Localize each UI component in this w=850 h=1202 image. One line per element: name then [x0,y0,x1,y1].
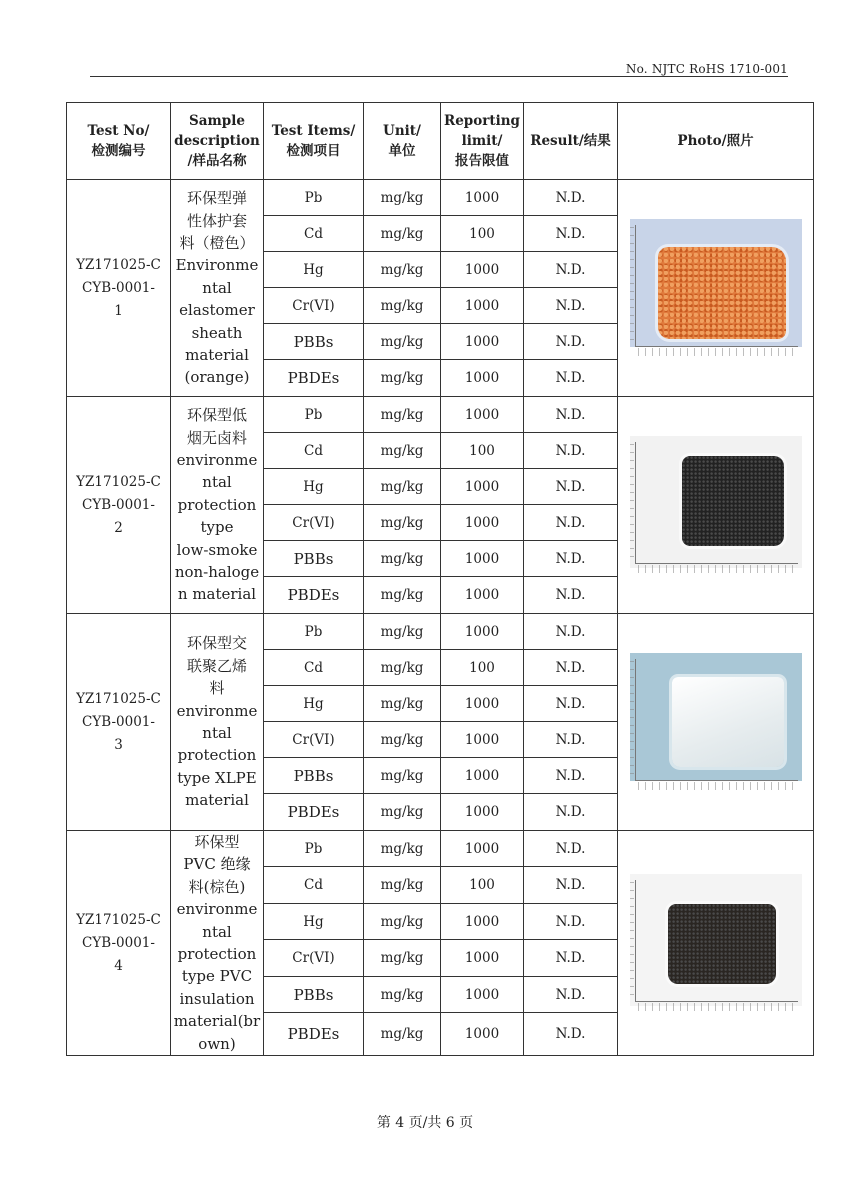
cell-unit: mg/kg [364,686,441,722]
cell-limit: 100 [441,650,524,686]
photo-cell [618,831,814,1056]
sample-description-line: protection [177,945,257,964]
cell-result: N.D. [524,433,618,469]
brown-granules-bag-photo [630,874,802,1012]
test-number-line: 2 [114,519,123,536]
cell-limit: 1000 [441,940,524,976]
cell-limit: 1000 [441,794,524,831]
cell-limit: 1000 [441,505,524,541]
sample-description-line: ntal [202,473,232,492]
sample-description-line: 联聚乙烯 [186,656,247,675]
header-photo: Photo/照片 [618,103,814,180]
cell-unit: mg/kg [364,614,441,650]
cell-unit: mg/kg [364,794,441,831]
vertical-ruler [630,444,634,560]
sample-bag [658,247,786,339]
cell-limit: 1000 [441,614,524,650]
cell-result: N.D. [524,505,618,541]
sample-bag [682,456,784,546]
vertical-ruler [635,659,636,781]
header-reporting-limit: Reporting limit/ 报告限值 [441,103,524,180]
sample-description-line: environme [176,701,258,720]
cell-unit: mg/kg [364,505,441,541]
table-row [67,180,814,216]
test-number-line: YZ171025-C [76,256,161,273]
cell-result: N.D. [524,758,618,794]
sample-description-cell [171,397,264,614]
vertical-ruler [635,442,636,564]
cell-result: N.D. [524,831,618,867]
cell-result: N.D. [524,252,618,288]
sample-description-line: type [200,518,234,537]
cell-unit: mg/kg [364,288,441,324]
cell-item: Pb [264,831,364,867]
cell-unit: mg/kg [364,577,441,614]
cell-item: Pb [264,397,364,433]
cell-item: Cd [264,216,364,252]
cell-limit: 1000 [441,360,524,397]
test-number-line: 4 [114,957,123,974]
cell-result: N.D. [524,650,618,686]
cell-limit: 100 [441,216,524,252]
vertical-ruler [630,661,634,777]
sample-description-line: material(br [173,1012,261,1031]
photo-cell [618,397,814,614]
cell-item: Pb [264,180,364,216]
test-number-line: CYB-0001- [82,279,155,296]
cell-limit: 1000 [441,831,524,867]
cell-result: N.D. [524,614,618,650]
test-number-line: CYB-0001- [82,934,155,951]
cell-limit: 1000 [441,469,524,505]
test-number-line: YZ171025-C [76,473,161,490]
cell-unit: mg/kg [364,252,441,288]
cell-item: PBBs [264,324,364,360]
sample-description-line: protection [177,495,257,514]
sample-description-line: ntal [202,278,232,297]
sample-description-line: non-haloge [174,563,260,582]
header-test-no: Test No/ 检测编号 [67,103,171,180]
horizontal-ruler [635,1001,798,1002]
cell-unit: mg/kg [364,722,441,758]
sample-description-line: low-smoke [176,540,258,559]
sample-description-line: type XLPE [177,768,257,787]
photo-cell [618,180,814,397]
cell-limit: 1000 [441,397,524,433]
cell-unit: mg/kg [364,758,441,794]
sample-description-line: environme [176,450,258,469]
table-row [67,397,814,433]
cell-unit: mg/kg [364,541,441,577]
vertical-ruler [635,225,636,347]
sample-description-line: 环保型交 [186,634,247,653]
cell-unit: mg/kg [364,867,441,903]
cell-unit: mg/kg [364,180,441,216]
horizontal-ruler [635,346,798,347]
header-sample-description: Sample description /样品名称 [171,103,264,180]
vertical-ruler [630,882,634,998]
sample-description-line: 性体护套 [186,211,247,230]
cell-item: Hg [264,252,364,288]
test-number-cell [67,614,171,831]
cell-item: Cd [264,867,364,903]
cell-result: N.D. [524,867,618,903]
cell-limit: 1000 [441,758,524,794]
cell-result: N.D. [524,541,618,577]
cell-result: N.D. [524,397,618,433]
cell-item: Cr(VI) [264,722,364,758]
cell-limit: 1000 [441,577,524,614]
sample-description-line: 料（橙色） [179,233,255,252]
page-footer: 第 4 页/共 6 页 [376,1115,474,1131]
table-header-row [67,103,814,180]
test-number-line: CYB-0001- [82,713,155,730]
cell-item: Hg [264,903,364,939]
sample-description-line: 料(棕色) [188,877,246,896]
black-granules-bag-photo [630,436,802,574]
vertical-ruler [635,880,636,1002]
sample-bag [672,677,784,767]
report-number: No. NJTC RoHS 1710-001 [625,62,788,76]
sample-description-line: protection [177,746,257,765]
cell-item: Cr(VI) [264,288,364,324]
cell-result: N.D. [524,469,618,505]
cell-item: PBBs [264,976,364,1012]
cell-item: Cd [264,650,364,686]
test-number-cell [67,831,171,1056]
cell-item: PBDEs [264,1013,364,1056]
sample-description-line: ntal [202,922,232,941]
horizontal-ruler [638,782,796,790]
cell-unit: mg/kg [364,976,441,1012]
sample-description-line: 料 [209,679,225,698]
sample-description-line: environme [176,900,258,919]
cell-result: N.D. [524,940,618,976]
table-row [67,831,814,867]
test-number-cell [67,397,171,614]
test-number-line: YZ171025-C [76,911,161,928]
horizontal-ruler [635,780,798,781]
cell-unit: mg/kg [364,940,441,976]
cell-limit: 1000 [441,1013,524,1056]
horizontal-ruler [638,348,796,356]
cell-result: N.D. [524,686,618,722]
sample-description-cell [171,831,264,1056]
cell-limit: 1000 [441,324,524,360]
orange-granules-bag-photo [630,219,802,357]
header-result: Result/结果 [524,103,618,180]
cell-item: Pb [264,614,364,650]
test-number-cell [67,180,171,397]
cell-item: Cr(VI) [264,940,364,976]
horizontal-ruler [635,563,798,564]
cell-item: PBBs [264,541,364,577]
cell-item: Cr(VI) [264,505,364,541]
cell-result: N.D. [524,216,618,252]
horizontal-ruler [638,565,796,573]
cell-result: N.D. [524,903,618,939]
cell-unit: mg/kg [364,216,441,252]
sample-description-line: (orange) [184,368,250,387]
sample-description-line: 烟无卤料 [186,428,247,447]
header-test-items: Test Items/ 检测项目 [264,103,364,180]
cell-limit: 1000 [441,541,524,577]
sample-description-line: material [185,791,249,810]
sample-description-line: n material [177,585,257,604]
vertical-ruler [630,227,634,343]
cell-limit: 1000 [441,288,524,324]
test-results-table [66,102,814,1056]
cell-limit: 100 [441,867,524,903]
cell-result: N.D. [524,722,618,758]
cell-result: N.D. [524,1013,618,1056]
cell-limit: 1000 [441,252,524,288]
sample-description-line: ntal [202,724,232,742]
test-number-line: 3 [114,736,123,753]
cell-result: N.D. [524,577,618,614]
header-unit: Unit/ 单位 [364,103,441,180]
horizontal-ruler [638,1003,796,1011]
cell-result: N.D. [524,976,618,1012]
test-number-line: 1 [114,302,123,319]
cell-limit: 1000 [441,180,524,216]
cell-unit: mg/kg [364,324,441,360]
cell-item: Hg [264,686,364,722]
sample-description-line: PVC 绝缘 [183,855,251,874]
cell-limit: 1000 [441,722,524,758]
cell-limit: 100 [441,433,524,469]
cell-limit: 1000 [441,686,524,722]
test-number-line: CYB-0001- [82,496,155,513]
cell-unit: mg/kg [364,360,441,397]
sample-description-line: sheath [191,323,243,342]
white-granules-bag-photo [630,653,802,791]
cell-item: Cd [264,433,364,469]
sample-description-line: material [185,346,249,365]
sample-description-line: Environme [175,256,259,275]
cell-limit: 1000 [441,976,524,1012]
sample-description-line: 环保型 [194,833,240,851]
cell-result: N.D. [524,360,618,397]
cell-item: Hg [264,469,364,505]
cell-item: PBDEs [264,577,364,614]
sample-description-cell [171,614,264,831]
sample-bag [668,904,776,984]
cell-result: N.D. [524,324,618,360]
cell-result: N.D. [524,288,618,324]
cell-result: N.D. [524,180,618,216]
cell-unit: mg/kg [364,1013,441,1056]
cell-result: N.D. [524,794,618,831]
table-body [67,180,814,1056]
sample-description-line: 环保型低 [186,406,247,425]
sample-description-line: 环保型弹 [186,189,247,208]
sample-description-line: own) [198,1034,236,1053]
test-number-line: YZ171025-C [76,690,161,707]
header-rule [90,76,788,77]
table-row [67,614,814,650]
sample-description-line: insulation [179,989,255,1008]
cell-unit: mg/kg [364,433,441,469]
cell-unit: mg/kg [364,831,441,867]
cell-unit: mg/kg [364,650,441,686]
cell-limit: 1000 [441,903,524,939]
sample-description-line: type PVC [181,967,253,986]
cell-item: PBDEs [264,360,364,397]
cell-item: PBDEs [264,794,364,831]
cell-unit: mg/kg [364,397,441,433]
cell-item: PBBs [264,758,364,794]
cell-unit: mg/kg [364,469,441,505]
photo-cell [618,614,814,831]
sample-description-cell [171,180,264,397]
cell-unit: mg/kg [364,903,441,939]
sample-description-line: elastomer [179,301,255,320]
